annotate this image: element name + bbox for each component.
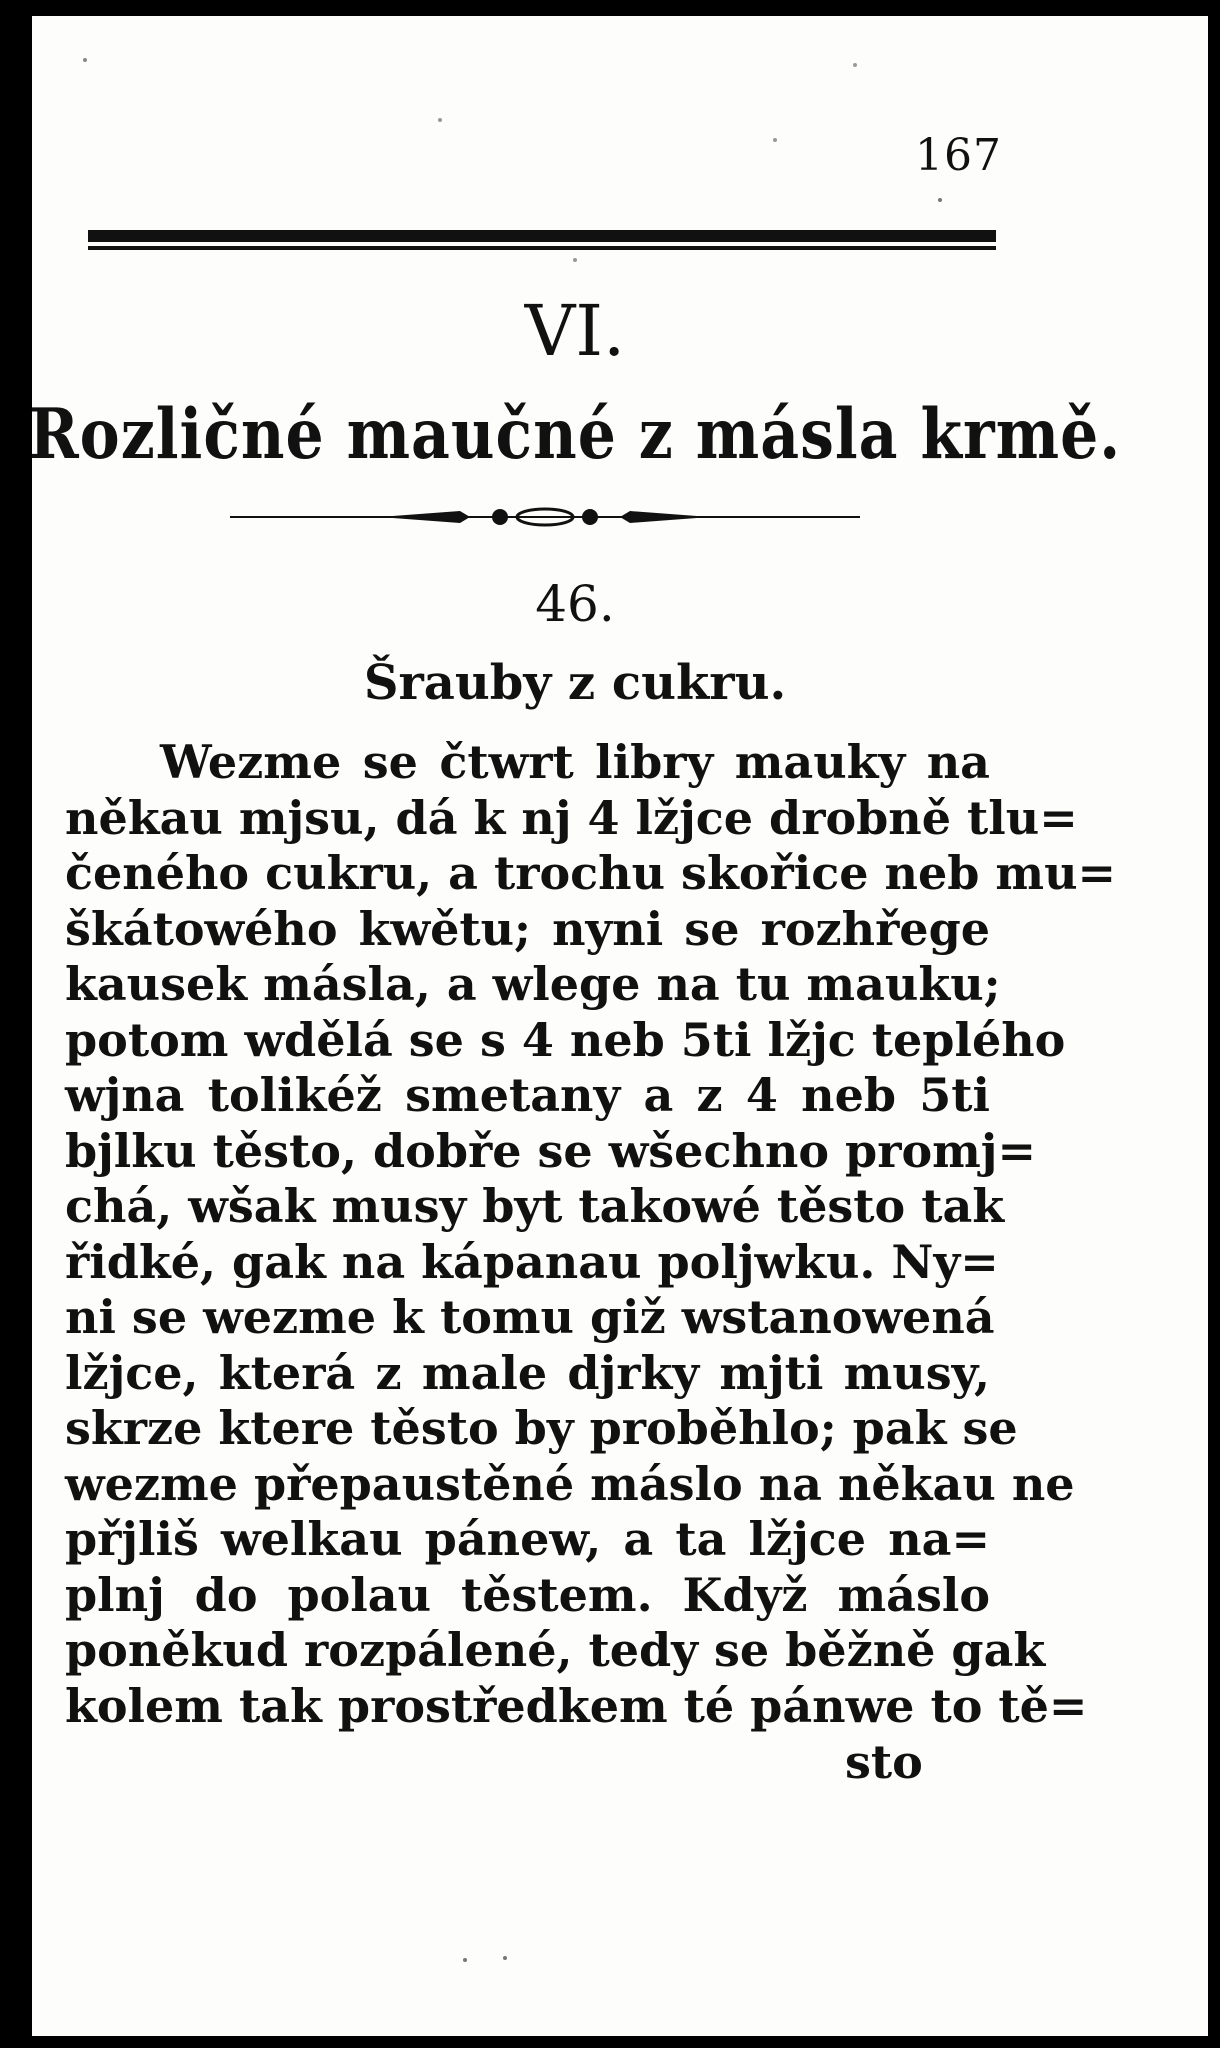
header-rule-thin <box>88 246 996 250</box>
scan-border-top <box>0 0 1220 16</box>
scan-border-right <box>1208 0 1220 2048</box>
body-line: kolem tak prostředkem té pánwe to tě= <box>65 1678 1088 1733</box>
body-line: lžjce, která z male djrky mjti musy, <box>65 1345 990 1400</box>
recipe-body <box>65 735 1117 1734</box>
body-line: poněkud rozpálené, tedy se běžně gak <box>65 1623 1046 1677</box>
ornament-divider <box>230 505 860 529</box>
body-line: kausek másla, a wlege na tu mauku; <box>65 957 1001 1011</box>
page-number: 167 <box>915 130 1002 181</box>
header-rule <box>88 230 996 250</box>
body-line: Wezme se čtwrt libry mauky na <box>160 735 990 789</box>
body-line: ni se wezme k tomu giž wstanowená <box>65 1290 995 1344</box>
chapter-title: Rozličné maučné z másla krmě. <box>28 394 1122 476</box>
body-line: skrze ktere těsto by proběhlo; pak se <box>65 1401 1018 1455</box>
body-line: potom wdělá se s 4 neb 5ti lžjc teplého <box>65 1012 1066 1067</box>
header-rule-thick <box>88 230 996 242</box>
body-line: bjlku těsto, dobře se wšechno promj= <box>65 1123 1036 1178</box>
body-line: řidké, gak na kápanau poljwku. Ny= <box>65 1234 999 1289</box>
body-line: wjna tolikéž smetany a z 4 neb 5ti <box>65 1068 990 1122</box>
body-line: chá, wšak musy byt takowé těsto tak <box>65 1179 1005 1233</box>
body-line: wezme přepaustěné máslo na někau ne <box>65 1456 1075 1511</box>
chapter-number: VI. <box>524 290 626 372</box>
body-line: plnj do polau těstem. Když máslo <box>65 1567 990 1622</box>
body-line: čeného cukru, a trochu skořice neb mu= <box>65 846 1117 900</box>
body-line: někau mjsu, dá k nj 4 lžjce drobně tlu= <box>65 790 1078 845</box>
scan-border-bottom <box>0 2036 1220 2048</box>
recipe-title: Šrauby z cukru. <box>363 655 787 711</box>
body-line: přjliš welkau pánew, a ta lžjce na= <box>65 1512 990 1566</box>
body-line: škátowého kwětu; nyni se rozhřege <box>65 901 990 956</box>
recipe-number: 46. <box>535 575 615 633</box>
catchword: sto <box>845 1735 923 1789</box>
